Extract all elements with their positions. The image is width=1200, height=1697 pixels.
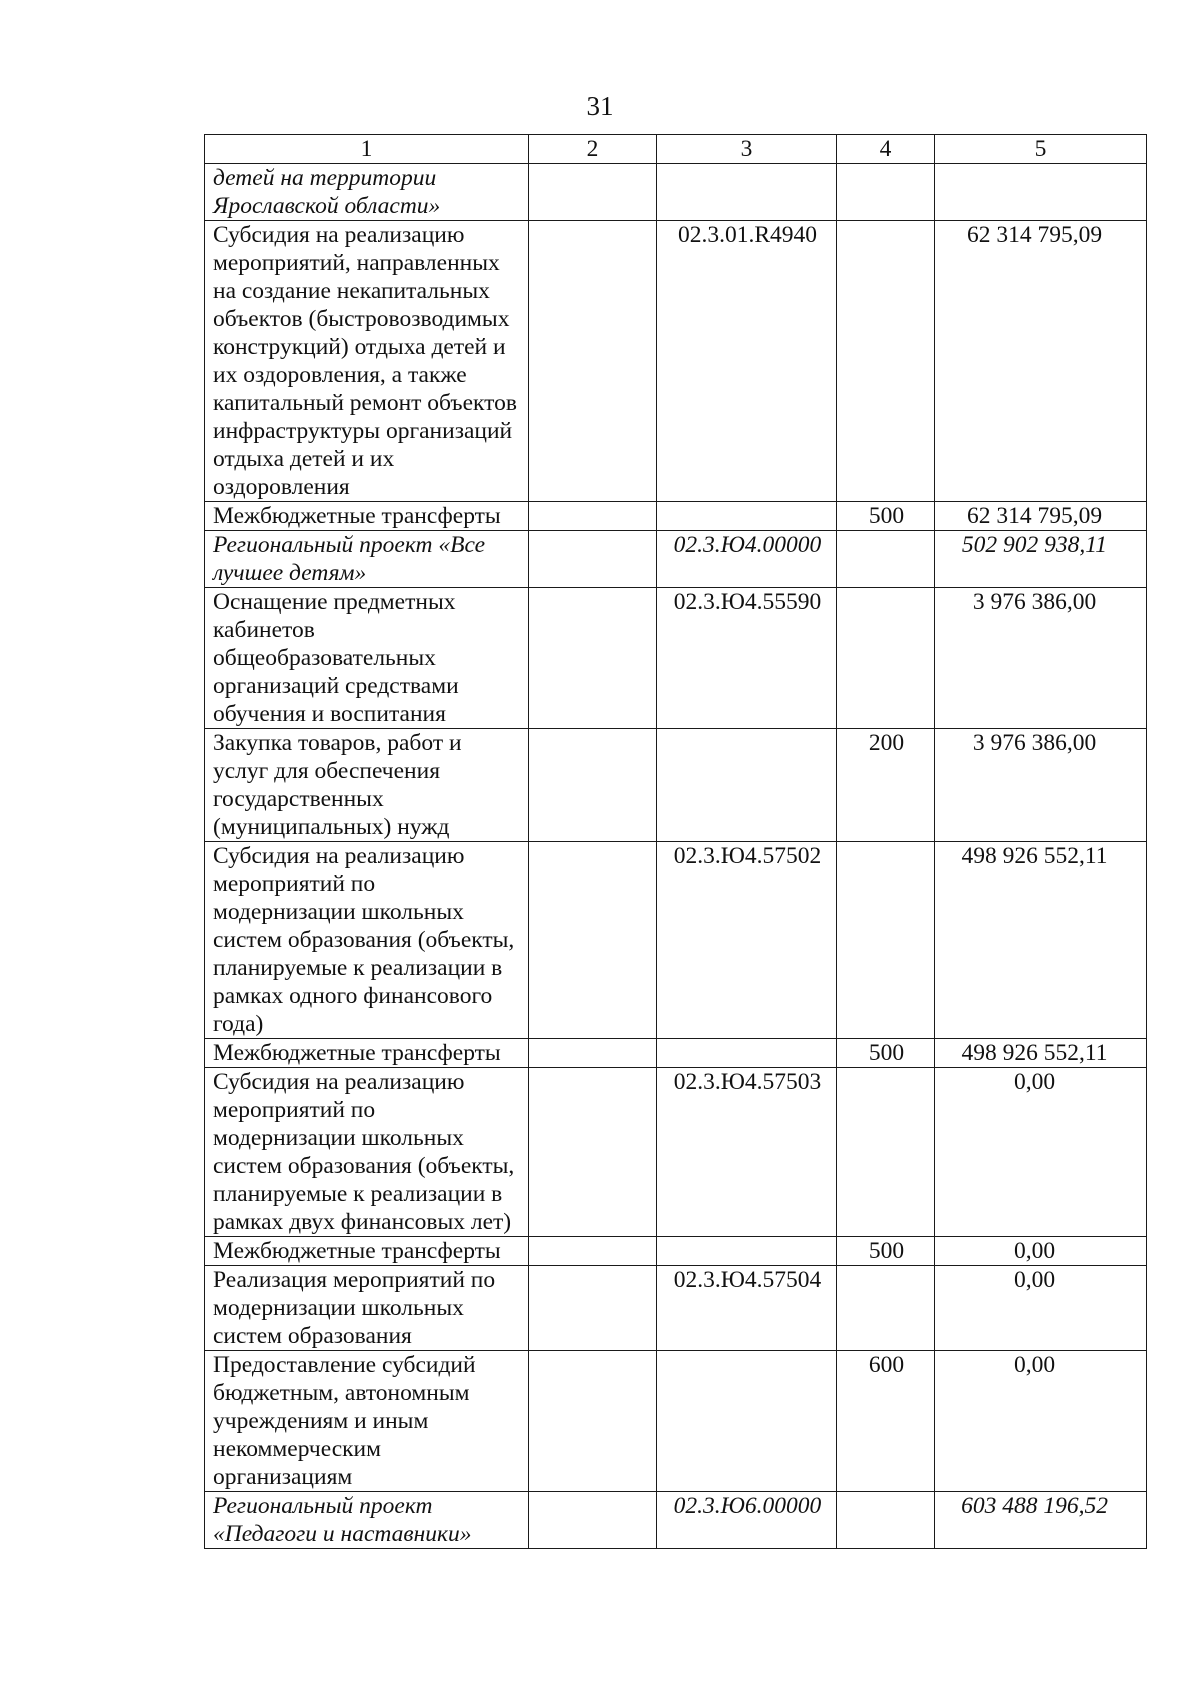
table-row [205,531,1147,588]
table-row [205,502,1147,531]
item-name-cell: Субсидия на реализацию мероприятий по модернизации школьных систем образования (объекты, планируемые к реализации в рамках двух финансовых лет) [205,1068,529,1237]
table-row [205,842,1147,1039]
column-2-cell [529,729,657,842]
column-2-cell [529,221,657,502]
item-name-cell: Предоставление субсидий бюджетным, автономным учреждениям и иным некоммерческим организациям [205,1351,529,1492]
table-row [205,729,1147,842]
page-number: 31 [586,91,614,121]
table-row [205,1068,1147,1237]
budget-code-cell: 02.3.Ю6.00000 [657,1492,837,1549]
table-row [205,588,1147,729]
amount-cell [935,164,1147,221]
column-2-cell [529,1237,657,1266]
expense-type-cell [837,842,935,1039]
table-row [205,1492,1147,1549]
amount-cell: 498 926 552,11 [935,842,1147,1039]
amount-cell: 62 314 795,09 [935,221,1147,502]
amount-cell: 3 976 386,00 [935,729,1147,842]
budget-code-cell: 02.3.01.R4940 [657,221,837,502]
table-row [205,221,1147,502]
column-header: 4 [837,135,935,164]
expense-type-cell: 200 [837,729,935,842]
expense-type-cell [837,1492,935,1549]
amount-cell: 498 926 552,11 [935,1039,1147,1068]
table-row [205,1266,1147,1351]
expense-type-cell [837,221,935,502]
table-row [205,1237,1147,1266]
budget-code-cell [657,1039,837,1068]
item-name-cell: Субсидия на реализацию мероприятий по модернизации школьных систем образования (объекты, планируемые к реализации в рамках одного финансового года) [205,842,529,1039]
column-header: 5 [935,135,1147,164]
budget-code-cell: 02.3.Ю4.57503 [657,1068,837,1237]
item-name-cell: Реализация мероприятий по модернизации школьных систем образования [205,1266,529,1351]
item-name-cell: Межбюджетные трансферты [205,1237,529,1266]
expense-type-cell [837,588,935,729]
budget-code-cell: 02.3.Ю4.55590 [657,588,837,729]
budget-table [204,134,1147,1549]
table-body [205,164,1147,1549]
amount-cell: 502 902 938,11 [935,531,1147,588]
expense-type-cell: 500 [837,502,935,531]
budget-code-cell [657,1237,837,1266]
column-number-row [205,135,1147,164]
column-2-cell [529,1068,657,1237]
amount-cell: 0,00 [935,1068,1147,1237]
table-row [205,1039,1147,1068]
budget-code-cell [657,729,837,842]
amount-cell: 3 976 386,00 [935,588,1147,729]
item-name-cell: Субсидия на реализацию мероприятий, направленных на создание некапитальных объектов (быстровозводимых конструкций) отдыха детей и их оздоровления, а также капитальный ремонт объектов инфраструктуры организаций отдыха детей и их оздоровления [205,221,529,502]
item-name-cell: Региональный проект «Все лучшее детям» [205,531,529,588]
expense-type-cell [837,1068,935,1237]
item-name-cell: Закупка товаров, работ и услуг для обеспечения государственных (муниципальных) нужд [205,729,529,842]
item-name-cell: Межбюджетные трансферты [205,502,529,531]
column-2-cell [529,588,657,729]
amount-cell: 62 314 795,09 [935,502,1147,531]
column-2-cell [529,502,657,531]
amount-cell: 0,00 [935,1266,1147,1351]
amount-cell: 0,00 [935,1351,1147,1492]
expense-type-cell [837,164,935,221]
amount-cell: 0,00 [935,1237,1147,1266]
item-name-cell: Оснащение предметных кабинетов общеобразовательных организаций средствами обучения и воспитания [205,588,529,729]
budget-code-cell: 02.3.Ю4.57504 [657,1266,837,1351]
expense-type-cell: 500 [837,1237,935,1266]
column-header: 2 [529,135,657,164]
expense-type-cell [837,1266,935,1351]
column-header: 3 [657,135,837,164]
budget-code-cell [657,164,837,221]
budget-code-cell: 02.3.Ю4.00000 [657,531,837,588]
column-2-cell [529,842,657,1039]
column-2-cell [529,1266,657,1351]
column-2-cell [529,1492,657,1549]
expense-type-cell: 600 [837,1351,935,1492]
item-name-cell: Региональный проект «Педагоги и наставники» [205,1492,529,1549]
budget-code-cell [657,1351,837,1492]
column-2-cell [529,1039,657,1068]
item-name-cell: Межбюджетные трансферты [205,1039,529,1068]
column-2-cell [529,531,657,588]
amount-cell: 603 488 196,52 [935,1492,1147,1549]
item-name-cell: детей на территории Ярославской области» [205,164,529,221]
table-row [205,164,1147,221]
column-2-cell [529,164,657,221]
table-row [205,1351,1147,1492]
column-2-cell [529,1351,657,1492]
expense-type-cell: 500 [837,1039,935,1068]
budget-code-cell: 02.3.Ю4.57502 [657,842,837,1039]
budget-code-cell [657,502,837,531]
column-header: 1 [205,135,529,164]
expense-type-cell [837,531,935,588]
